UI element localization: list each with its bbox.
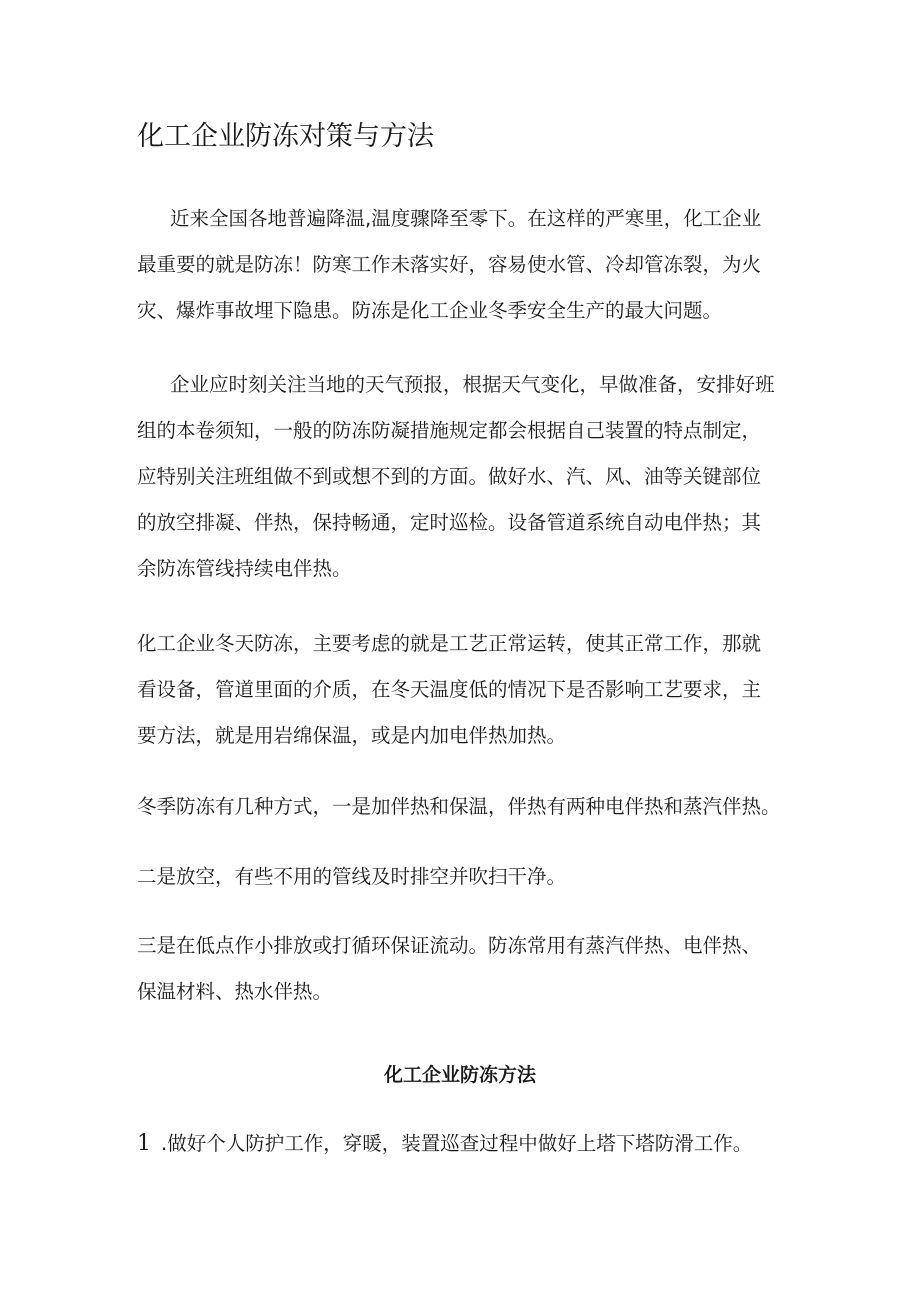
paragraph-line: 看设备，管道里面的介质，在冬天温度低的情况下是否影响工艺要求，主	[137, 678, 762, 701]
paragraph-line: 灾、爆炸事故埋下隐患。防冻是化工企业冬季安全生产的最大问题。	[137, 299, 723, 322]
paragraph-line: 的放空排凝、伴热，保持畅通，定时巡检。设备管道系统自动电伴热；其	[137, 511, 762, 534]
paragraph-weather	[137, 362, 830, 592]
paragraph-line: 近来全国各地普遍降温,温度骤降至零下。在这样的严寒里，化工企业	[170, 207, 762, 230]
paragraph-method-three	[137, 923, 797, 1015]
paragraph-line: 余防冻管线持续电伴热。	[137, 557, 352, 580]
list-item-text: .做好个人防护工作，穿暖，装置巡查过程中做好上塔下塔防滑工作。	[161, 1132, 753, 1155]
paragraph-line: 化工企业冬天防冻，主要考虑的就是工艺正常运转，使其正常工作，那就	[137, 632, 762, 655]
paragraph-process	[137, 621, 797, 759]
paragraph-line: 企业应时刻关注当地的天气预报，根据天气变化，早做准备，安排好班	[170, 373, 775, 396]
paragraph-line: 最重要的就是防冻！防寒工作未落实好，容易使水管、冷却管冻裂，为火	[137, 253, 762, 276]
list-item	[137, 1126, 752, 1162]
paragraph-line: 保温材料、热水伴热。	[137, 980, 333, 1003]
paragraph-intro	[137, 196, 830, 334]
paragraph-line: 三是在低点作小排放或打循环保证流动。防冻常用有蒸汽伴热、电伴热、	[137, 934, 762, 957]
paragraph-line: 冬季防冻有几种方式，一是加伴热和保温，伴热有两种电伴热和蒸汽伴热。	[137, 795, 781, 818]
section-heading: 化工企业防冻方法	[383, 1064, 536, 1086]
page-title: 化工企业防冻对策与方法	[137, 121, 434, 152]
paragraph-line: 二是放空，有些不用的管线及时排空并吹扫干净。	[137, 865, 567, 888]
paragraph-line: 组的本卷须知，一般的防冻防凝措施规定都会根据自己装置的特点制定，	[137, 419, 762, 442]
paragraph-method-one	[137, 784, 797, 830]
paragraph-line: 应特别关注班组做不到或想不到的方面。做好水、汽、风、油等关键部位	[137, 465, 762, 488]
list-item-number: 1	[137, 1131, 151, 1156]
paragraph-line: 要方法，就是用岩绵保温，或是内加电伴热加热。	[137, 724, 567, 747]
paragraph-method-two	[137, 854, 797, 900]
